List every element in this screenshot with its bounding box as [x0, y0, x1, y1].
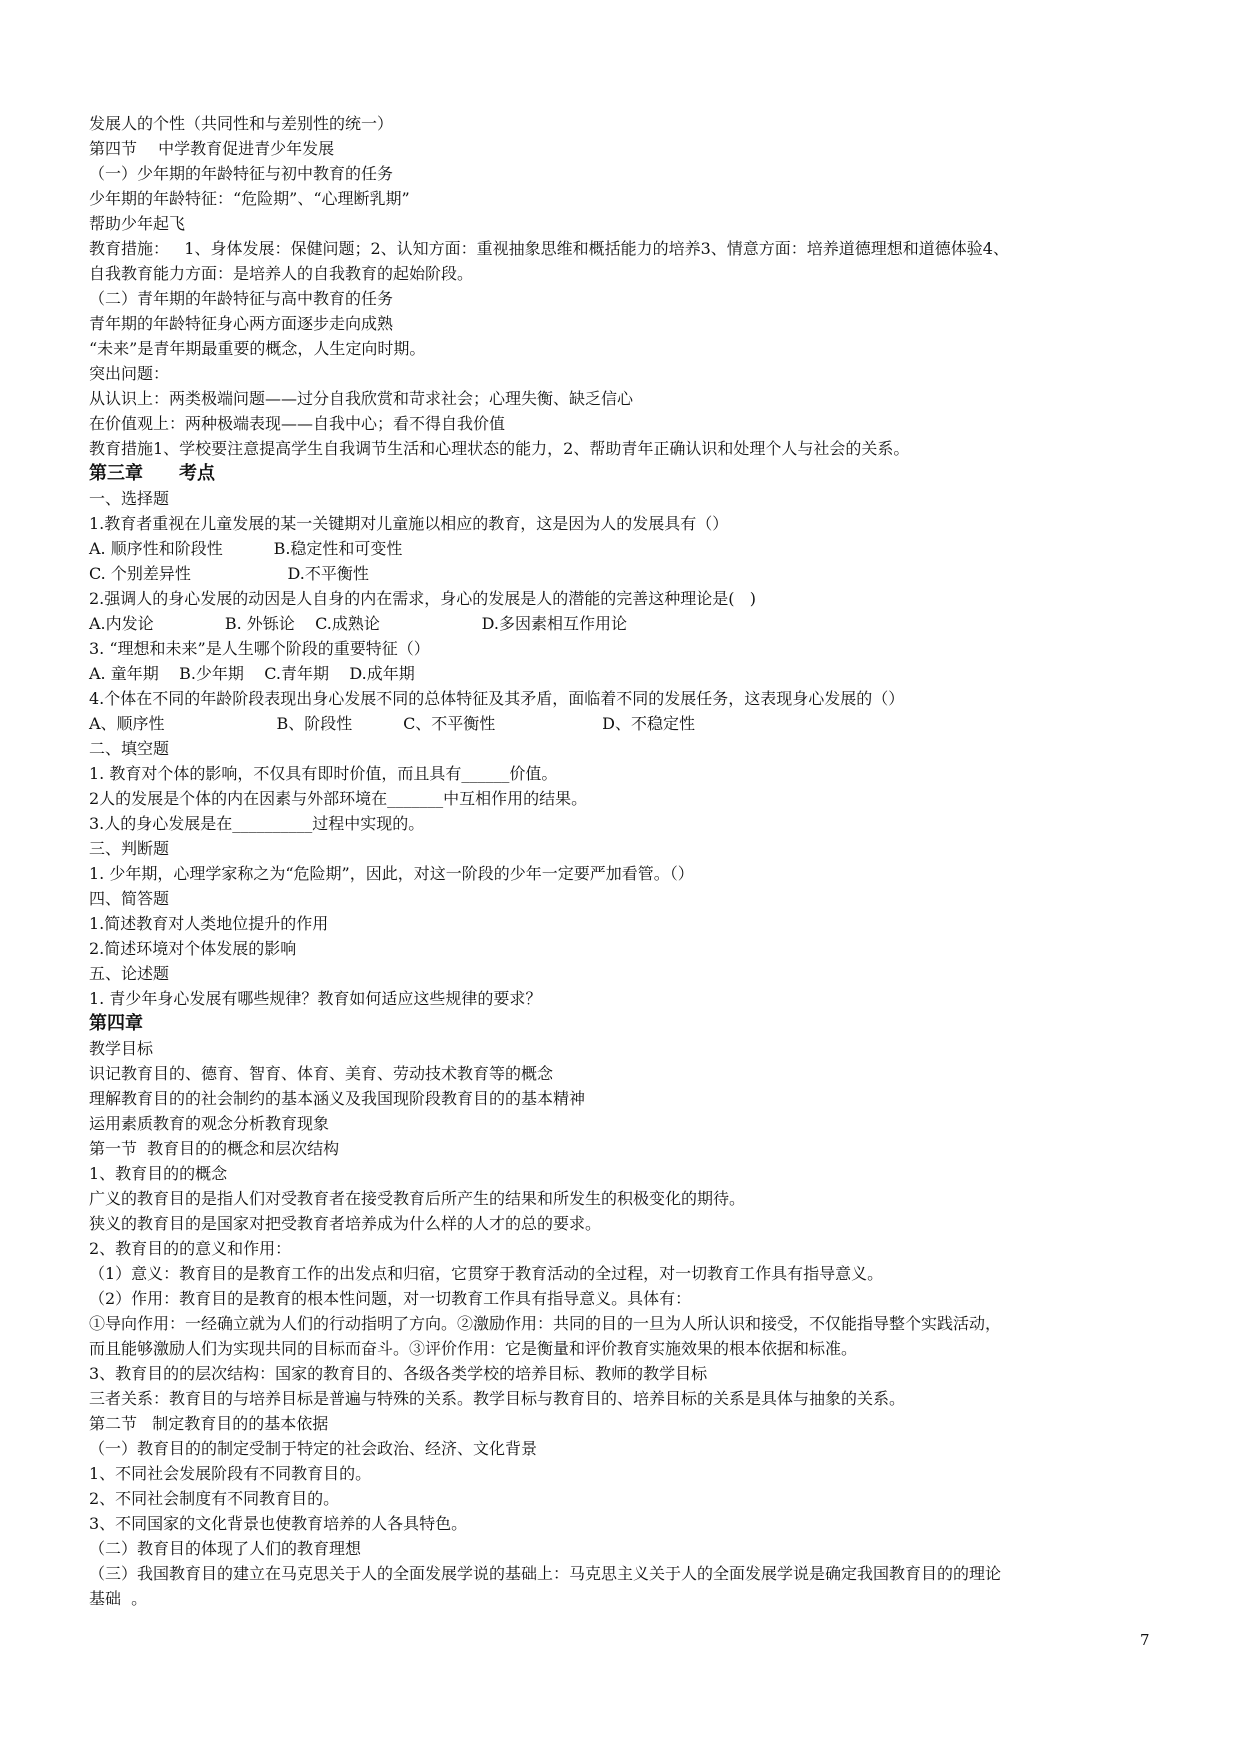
text-line: 发展人的个性（共同性和与差别性的统一） [89, 114, 394, 133]
text-line: 一、选择题 [89, 489, 170, 508]
text-line: 1.简述教育对人类地位提升的作用 [89, 914, 329, 933]
text-line: （一）少年期的年龄特征与初中教育的任务 [89, 164, 394, 183]
text-line: 1.教育者重视在儿童发展的某一关键期对儿童施以相应的教育，这是因为人的发展具有（） [89, 514, 729, 533]
text-line: （三）我国教育目的建立在马克思关于人的全面发展学说的基础上：马克思主义关于人的全面发展学说是确定我国教育目的的理论 [89, 1564, 1002, 1583]
text-line: A. 童年期 B.少年期 C.青年期 D.成年期 [89, 664, 415, 683]
text-line: 四、简答题 [89, 889, 170, 908]
text-line: 1. 少年期，心理学家称之为“危险期”，因此，对这一阶段的少年一定要严加看管。（） [89, 864, 694, 883]
text-line: 3、不同国家的文化背景也使教育培养的人各具特色。 [89, 1514, 468, 1533]
text-line: 教育措施1、学校要注意提高学生自我调节生活和心理状态的能力，2、帮助青年正确认识和处理个人与社会的关系。 [89, 439, 910, 458]
text-line: A、顺序性 B、阶段性 C、不平衡性 D、不稳定性 [89, 714, 695, 733]
chapter-4-heading: 第四章 [89, 1013, 143, 1034]
section-title: 第四节 中学教育促进青少年发展 [89, 139, 335, 158]
text-line: 2人的发展是个体的内在因素与外部环境在_______中互相作用的结果。 [89, 789, 588, 808]
text-line: 狭义的教育目的是国家对把受教育者培养成为什么样的人才的总的要求。 [89, 1214, 602, 1233]
text-line: 2.简述环境对个体发展的影响 [89, 939, 297, 958]
text-line: 4.个体在不同的年龄阶段表现出身心发展不同的总体特征及其矛盾，面临着不同的发展任务，这表现身心发展的（） [89, 689, 905, 708]
text-line: “未来”是青年期最重要的概念，人生定向时期。 [89, 339, 426, 358]
text-line: 而且能够激励人们为实现共同的目标而奋斗。③评价作用：它是衡量和评价教育实施效果的根本依据和标准。 [89, 1339, 858, 1358]
text-line: 3. “理想和未来”是人生哪个阶段的重要特征（） [89, 639, 430, 658]
text-line: 理解教育目的的社会制约的基本涵义及我国现阶段教育目的的基本精神 [89, 1089, 586, 1108]
text-line: C. 个别差异性 D.不平衡性 [89, 564, 369, 583]
text-line: 2、教育目的的意义和作用： [89, 1239, 292, 1258]
text-line: （二）教育目的体现了人们的教育理想 [89, 1539, 362, 1558]
text-line: （2）作用：教育目的是教育的根本性问题，对一切教育工作具有指导意义。具体有： [89, 1289, 692, 1308]
text-line: 3.人的身心发展是在__________过程中实现的。 [89, 814, 425, 833]
text-line: 识记教育目的、德育、智育、体育、美育、劳动技术教育等的概念 [89, 1064, 554, 1083]
text-line: 少年期的年龄特征：“危险期”、“心理断乳期” [89, 189, 410, 208]
text-line: 在价值观上：两种极端表现——自我中心；看不得自我价值 [89, 414, 506, 433]
text-line: 教学目标 [89, 1039, 154, 1058]
text-line: 2.强调人的身心发展的动因是人自身的内在需求，身心的发展是人的潜能的完善这种理论是( ) [89, 589, 757, 608]
text-line: 1. 青少年身心发展有哪些规律？教育如何适应这些规律的要求？ [89, 989, 542, 1008]
text-line: 1、不同社会发展阶段有不同教育目的。 [89, 1464, 372, 1483]
text-line: A.内发论 B. 外铄论 C.成熟论 D.多因素相互作用论 [89, 614, 627, 633]
text-line: 1. 教育对个体的影响，不仅具有即时价值，而且具有______价值。 [89, 764, 558, 783]
text-line: ①导向作用：一经确立就为人们的行动指明了方向。②激励作用：共同的目的一旦为人所认识和接受，不仅能指导整个实践活动， [89, 1314, 1002, 1333]
text-line: （1）意义：教育目的是教育工作的出发点和归宿，它贯穿于教育活动的全过程，对一切教育工作具有指导意义。 [89, 1264, 884, 1283]
text-line: 教育措施： 1、身体发展：保健问题；2、认知方面：重视抽象思维和概括能力的培养3、情意方面：培养道德理想和道德体验4、 [89, 239, 1009, 258]
text-line: （二）青年期的年龄特征与高中教育的任务 [89, 289, 394, 308]
page-content [89, 111, 1169, 1611]
text-line: 二、填空题 [89, 739, 170, 758]
text-line: 2、不同社会制度有不同教育目的。 [89, 1489, 340, 1508]
text-line: 基础 。 [89, 1589, 148, 1608]
text-line: 突出问题： [89, 364, 170, 383]
text-line: 运用素质教育的观念分析教育现象 [89, 1114, 330, 1133]
text-line: 帮助少年起飞 [89, 214, 186, 233]
text-line: 广义的教育目的是指人们对受教育者在接受教育后所产生的结果和所发生的积极变化的期待。 [89, 1189, 746, 1208]
text-line: 1、教育目的的概念 [89, 1164, 228, 1183]
text-line: 三者关系：教育目的与培养目标是普遍与特殊的关系。教学目标与教育目的、培养目标的关系是具体与抽象的关系。 [89, 1389, 906, 1408]
text-line: A. 顺序性和阶段性 B.稳定性和可变性 [89, 539, 403, 558]
text-line: 从认识上：两类极端问题——过分自我欣赏和苛求社会；心理失衡、缺乏信心 [89, 389, 634, 408]
text-line: （一）教育目的的制定受制于特定的社会政治、经济、文化背景 [89, 1439, 538, 1458]
text-line: 自我教育能力方面：是培养人的自我教育的起始阶段。 [89, 264, 474, 283]
text-line: 3、教育目的的层次结构：国家的教育目的、各级各类学校的培养目标、教师的教学目标 [89, 1364, 708, 1383]
text-line: 第一节 教育目的的概念和层次结构 [89, 1139, 340, 1158]
text-line: 三、判断题 [89, 839, 170, 858]
text-line: 五、论述题 [89, 964, 170, 983]
text-line: 青年期的年龄特征身心两方面逐步走向成熟 [89, 314, 394, 333]
text-line: 第二节 制定教育目的的基本依据 [89, 1414, 329, 1433]
chapter-3-heading: 第三章 考点 [89, 463, 215, 484]
page-number: 7 [1140, 1631, 1150, 1649]
